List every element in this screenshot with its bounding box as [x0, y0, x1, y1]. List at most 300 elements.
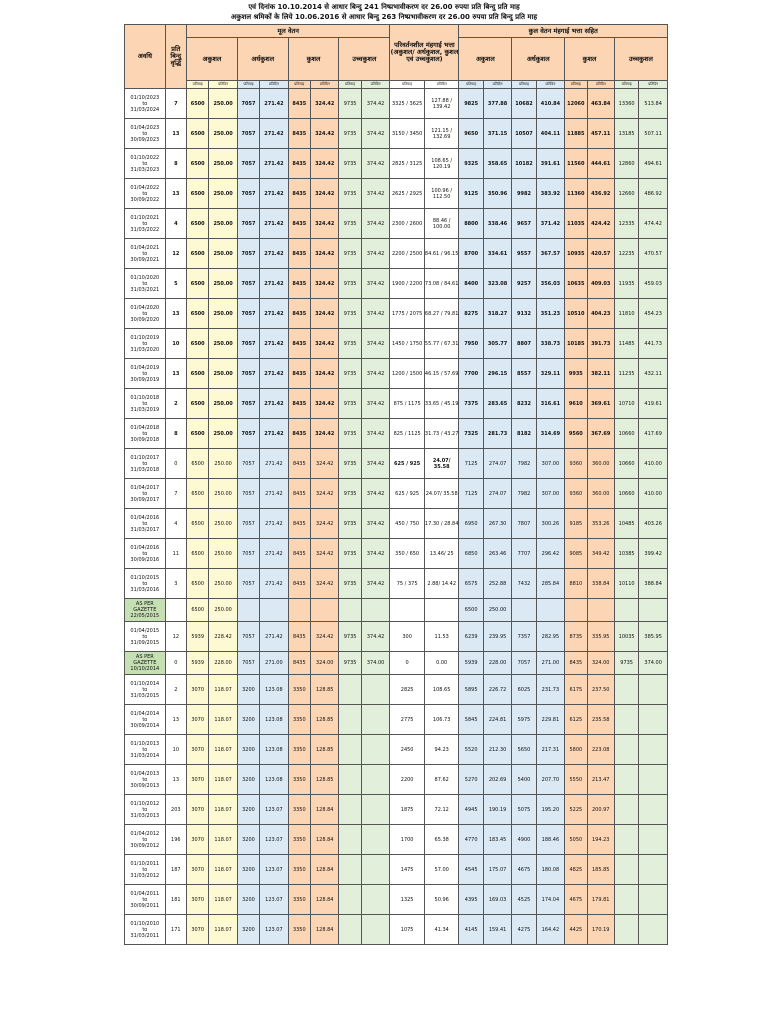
value-cell: 825 / 1125 [390, 419, 425, 449]
value-cell: 334.61 [483, 239, 511, 269]
value-cell: 1700 [390, 825, 425, 855]
value-cell: 350 / 650 [390, 539, 425, 569]
value-cell: 2775 [390, 705, 425, 735]
value-cell: 190.19 [483, 795, 511, 825]
value-cell: 1325 [390, 885, 425, 915]
value-cell: 6575 [459, 569, 483, 599]
point-rise-cell: 13 [165, 765, 186, 795]
value-cell: 7950 [459, 329, 483, 359]
value-cell: 420.57 [587, 239, 614, 269]
period-line: 31/03/2012 [130, 872, 160, 879]
value-cell: 7057 [237, 179, 259, 209]
basic-unskilled-header: अकुशल [187, 38, 238, 81]
value-cell: 324.42 [310, 449, 338, 479]
value-cell: 353.26 [587, 509, 614, 539]
value-cell: 377.88 [483, 89, 511, 119]
value-cell: 3350 [288, 675, 310, 705]
value-cell [536, 599, 564, 622]
value-cell: 7125 [459, 479, 483, 509]
value-cell: 5075 [512, 795, 536, 825]
point-rise-cell: 12 [165, 622, 186, 652]
value-cell [614, 915, 638, 945]
value-cell: 10110 [614, 569, 638, 599]
value-cell: 118.07 [209, 855, 237, 885]
value-cell: 4945 [459, 795, 483, 825]
period-line: 01/04/2016 [130, 514, 160, 521]
period-line: 10/10/2014 [130, 666, 160, 672]
value-cell [339, 855, 361, 885]
value-cell: 374.42 [361, 329, 390, 359]
value-cell: 3070 [187, 705, 209, 735]
period-cell [125, 389, 166, 419]
period-line: to [142, 160, 148, 167]
period-cell [125, 449, 166, 479]
value-cell: 118.07 [209, 915, 237, 945]
value-cell [614, 599, 638, 622]
value-cell: 271.42 [260, 569, 288, 599]
value-cell: 7982 [512, 449, 536, 479]
value-cell: 285.84 [536, 569, 564, 599]
value-cell: 57.00 [424, 855, 459, 885]
period-line: to [142, 220, 148, 227]
value-cell: 12060 [565, 89, 587, 119]
period-line: 31/03/2020 [130, 346, 160, 353]
value-cell: 8435 [288, 389, 310, 419]
value-cell: 9735 [614, 652, 638, 675]
period-cell [125, 569, 166, 599]
per-day-label: प्रतिदिन [260, 81, 288, 89]
value-cell: 6500 [187, 359, 209, 389]
period-line: 01/10/2014 [130, 680, 160, 687]
period-cell [125, 509, 166, 539]
wage-table [124, 24, 668, 945]
point-rise-cell: 8 [165, 149, 186, 179]
value-cell: 383.92 [536, 179, 564, 209]
value-cell: 159.41 [483, 915, 511, 945]
value-cell: 13185 [614, 119, 638, 149]
value-cell: 324.42 [310, 119, 338, 149]
value-cell: 385.95 [639, 622, 668, 652]
period-line: 01/10/2020 [130, 274, 160, 281]
value-cell [361, 765, 390, 795]
value-cell: 436.92 [587, 179, 614, 209]
period-line: 22/05/2015 [130, 613, 160, 619]
value-cell: 9735 [339, 449, 361, 479]
value-cell: 374.42 [361, 299, 390, 329]
value-cell: 374.42 [361, 359, 390, 389]
value-cell: 123.07 [260, 915, 288, 945]
value-cell: 374.42 [361, 269, 390, 299]
value-cell: 9360 [565, 449, 587, 479]
value-cell: 128.84 [310, 885, 338, 915]
table-row [125, 89, 668, 119]
value-cell [587, 599, 614, 622]
value-cell: 100.96 / 112.50 [424, 179, 459, 209]
period-line: to [142, 926, 148, 933]
value-cell: 5975 [512, 705, 536, 735]
total-unskilled-header: अकुशल [459, 38, 512, 81]
period-line: to [142, 580, 148, 587]
value-cell: 410.00 [639, 479, 668, 509]
value-cell: 271.42 [260, 329, 288, 359]
value-cell: 9132 [512, 299, 536, 329]
value-cell: 4145 [459, 915, 483, 945]
value-cell: 367.69 [587, 419, 614, 449]
value-cell: 250.00 [209, 599, 237, 622]
value-cell: 12660 [614, 179, 638, 209]
table-row [125, 389, 668, 419]
period-line: 31/03/2014 [130, 752, 160, 759]
period-line: GAZETTE [133, 607, 157, 613]
value-cell [361, 885, 390, 915]
value-cell: 9935 [565, 359, 587, 389]
value-cell: 450 / 750 [390, 509, 425, 539]
period-line: to [142, 400, 148, 407]
value-cell: 271.42 [260, 509, 288, 539]
table-row [125, 599, 668, 622]
value-cell: 3350 [288, 735, 310, 765]
per-month-label: प्रतिमाह [390, 81, 425, 89]
value-cell: 250.00 [209, 239, 237, 269]
period-header: अवधि [125, 25, 166, 89]
value-cell: 8435 [288, 652, 310, 675]
period-line: 01/10/2010 [130, 920, 160, 927]
table-row [125, 735, 668, 765]
value-cell: 8435 [288, 119, 310, 149]
value-cell [339, 599, 361, 622]
period-line: to [142, 686, 148, 693]
period-line: 31/03/2015 [130, 692, 160, 699]
period-cell [125, 675, 166, 705]
value-cell: 1475 [390, 855, 425, 885]
period-line: to [142, 250, 148, 257]
value-cell: 8435 [288, 479, 310, 509]
value-cell: 324.42 [310, 329, 338, 359]
value-cell: 10635 [565, 269, 587, 299]
table-row [125, 509, 668, 539]
period-line: 31/03/2023 [130, 166, 160, 173]
value-cell: 5400 [512, 765, 536, 795]
table-row [125, 479, 668, 509]
value-cell: 3200 [237, 855, 259, 885]
per-month-label: प्रतिमाह [512, 81, 536, 89]
table-row [125, 675, 668, 705]
point-rise-cell: 2 [165, 389, 186, 419]
period-line: to [142, 340, 148, 347]
period-line: 01/04/2020 [130, 304, 160, 311]
value-cell: 2200 [390, 765, 425, 795]
period-line: 01/10/2021 [130, 214, 160, 221]
value-cell [237, 599, 259, 622]
value-cell: 8435 [288, 269, 310, 299]
value-cell: 404.23 [587, 299, 614, 329]
value-cell: 324.42 [310, 479, 338, 509]
value-cell: 128.85 [310, 735, 338, 765]
value-cell: 5939 [459, 652, 483, 675]
period-line: to [142, 100, 148, 107]
value-cell: 374.42 [361, 89, 390, 119]
value-cell: 2450 [390, 735, 425, 765]
value-cell [424, 599, 459, 622]
table-body [125, 89, 668, 945]
period-line: 31/03/2011 [130, 932, 160, 939]
value-cell: 8400 [459, 269, 483, 299]
value-cell: 470.57 [639, 239, 668, 269]
value-cell: 391.73 [587, 329, 614, 359]
per-day-label: प्रतिदिन [209, 81, 237, 89]
period-line: 31/03/2017 [130, 526, 160, 533]
value-cell: 7057 [237, 269, 259, 299]
value-cell: 250.00 [209, 569, 237, 599]
value-cell: 250.00 [209, 449, 237, 479]
period-cell [125, 479, 166, 509]
point-rise-cell: 13 [165, 705, 186, 735]
value-cell: 118.07 [209, 735, 237, 765]
value-cell: 8557 [512, 359, 536, 389]
period-line: to [142, 490, 148, 497]
value-cell [639, 765, 668, 795]
period-cell [125, 622, 166, 652]
value-cell: 224.81 [483, 705, 511, 735]
value-cell: 169.03 [483, 885, 511, 915]
value-cell: 296.15 [483, 359, 511, 389]
value-cell: 6500 [187, 569, 209, 599]
value-cell: 9982 [512, 179, 536, 209]
value-cell: 3200 [237, 825, 259, 855]
value-cell: 3325 / 3625 [390, 89, 425, 119]
value-cell: 250.00 [209, 269, 237, 299]
value-cell: 0.00 [424, 652, 459, 675]
period-cell [125, 119, 166, 149]
period-line: to [142, 806, 148, 813]
value-cell: 1900 / 2200 [390, 269, 425, 299]
value-cell: 106.73 [424, 705, 459, 735]
value-cell: 324.42 [310, 569, 338, 599]
basic-semiskilled-header: अर्धकुशल [237, 38, 288, 81]
variable-da-header: परिवर्तनशील मंहगाई भत्ता (अकुशल/ अर्धकुशल, कुशल एवं उच्चकुशल) [390, 25, 459, 81]
value-cell: 179.81 [587, 885, 614, 915]
value-cell: 271.42 [260, 419, 288, 449]
value-cell: 324.42 [310, 89, 338, 119]
value-cell: 180.08 [536, 855, 564, 885]
value-cell: 9735 [339, 119, 361, 149]
value-cell: 118.07 [209, 795, 237, 825]
value-cell: 6500 [187, 299, 209, 329]
period-line: GAZETTE [133, 660, 157, 666]
period-line: to [142, 310, 148, 317]
period-line: 01/10/2017 [130, 454, 160, 461]
point-rise-cell [165, 599, 186, 622]
value-cell: 875 / 1175 [390, 389, 425, 419]
per-day-label: प्रतिदिन [361, 81, 390, 89]
value-cell: 271.42 [260, 119, 288, 149]
value-cell [614, 885, 638, 915]
value-cell: 235.58 [587, 705, 614, 735]
value-cell: 9735 [339, 329, 361, 359]
point-rise-cell: 13 [165, 359, 186, 389]
value-cell: 5650 [512, 735, 536, 765]
value-cell: 8700 [459, 239, 483, 269]
header-line-2: अकुशल श्रमिकों के लिये 10.06.2016 से आधार बिन्दु 263 निष्प्रभावीकरण दर 26.00 रुपया प्रति बिन्दु प्रति माह [230, 13, 538, 21]
value-cell: 75 / 375 [390, 569, 425, 599]
value-cell: 7057 [237, 419, 259, 449]
value-cell: 4545 [459, 855, 483, 885]
value-cell: 123.07 [260, 795, 288, 825]
value-cell: 9735 [339, 89, 361, 119]
value-cell: 6500 [187, 209, 209, 239]
value-cell: 128.84 [310, 855, 338, 885]
value-cell: 3070 [187, 675, 209, 705]
value-cell: 123.08 [260, 705, 288, 735]
value-cell: 11810 [614, 299, 638, 329]
point-rise-cell: 8 [165, 419, 186, 449]
value-cell: 10185 [565, 329, 587, 359]
period-line: 31/03/2022 [130, 226, 160, 233]
value-cell: 403.26 [639, 509, 668, 539]
value-cell: 228.00 [483, 652, 511, 675]
header-line-1: एवं दिनांक 10.10.2014 से आधार बिन्दु 241 निष्प्रभावीकरण दर 26.00 रुपया प्रति बिन्दु प्रति माह [248, 3, 520, 11]
period-line: 31/03/2013 [130, 812, 160, 819]
value-cell: 3350 [288, 765, 310, 795]
value-cell: 374.42 [361, 569, 390, 599]
value-cell: 108.65 [424, 675, 459, 705]
value-cell: 6500 [187, 539, 209, 569]
value-cell: 271.42 [260, 89, 288, 119]
value-cell: 7325 [459, 419, 483, 449]
value-cell: 8435 [288, 569, 310, 599]
value-cell: 250.00 [209, 209, 237, 239]
value-cell: 8435 [288, 299, 310, 329]
value-cell: 9125 [459, 179, 483, 209]
value-cell: 318.27 [483, 299, 511, 329]
value-cell: 11235 [614, 359, 638, 389]
value-cell: 24.07/ 35.58 [424, 449, 459, 479]
value-cell: 250.00 [209, 149, 237, 179]
value-cell [639, 915, 668, 945]
value-cell: 3200 [237, 915, 259, 945]
basic-pay-header: मूल वेतन [187, 25, 390, 38]
table-row [125, 539, 668, 569]
value-cell: 271.42 [260, 479, 288, 509]
period-line: to [142, 896, 148, 903]
value-cell: 283.65 [483, 389, 511, 419]
period-line: 30/09/2021 [130, 256, 160, 263]
table-row [125, 765, 668, 795]
value-cell: 271.42 [260, 622, 288, 652]
value-cell: 46.15 / 57.69 [424, 359, 459, 389]
value-cell [614, 765, 638, 795]
value-cell: 170.19 [587, 915, 614, 945]
value-cell: 123.07 [260, 825, 288, 855]
value-cell: 188.46 [536, 825, 564, 855]
value-cell: 239.95 [483, 622, 511, 652]
value-cell: 9735 [339, 539, 361, 569]
value-cell: 228.42 [209, 622, 237, 652]
value-cell: 9735 [339, 239, 361, 269]
value-cell: 223.08 [587, 735, 614, 765]
value-cell: 11560 [565, 149, 587, 179]
value-cell: 12335 [614, 209, 638, 239]
value-cell: 11935 [614, 269, 638, 299]
value-cell: 128.85 [310, 675, 338, 705]
period-line: 01/10/2018 [130, 394, 160, 401]
value-cell: 3200 [237, 675, 259, 705]
value-cell: 237.50 [587, 675, 614, 705]
value-cell: 9735 [339, 622, 361, 652]
value-cell [639, 675, 668, 705]
value-cell: 271.42 [260, 209, 288, 239]
value-cell: 250.00 [483, 599, 511, 622]
period-cell [125, 915, 166, 945]
value-cell: 410.84 [536, 89, 564, 119]
value-cell: 4395 [459, 885, 483, 915]
value-cell: 10682 [512, 89, 536, 119]
per-month-label: प्रतिमाह [339, 81, 361, 89]
value-cell: 1875 [390, 795, 425, 825]
value-cell: 7700 [459, 359, 483, 389]
value-cell [614, 675, 638, 705]
period-line: 01/04/2018 [130, 424, 160, 431]
value-cell: 324.42 [310, 359, 338, 389]
value-cell: 6500 [187, 419, 209, 449]
value-cell: 3350 [288, 885, 310, 915]
value-cell: 8435 [288, 239, 310, 269]
value-cell: 68.27 / 79.81 [424, 299, 459, 329]
period-line: AS PER [135, 601, 154, 607]
value-cell: 374.42 [361, 449, 390, 479]
value-cell: 128.84 [310, 795, 338, 825]
period-cell [125, 825, 166, 855]
period-line: to [142, 633, 148, 640]
value-cell: 1450 / 1750 [390, 329, 425, 359]
period-line: 31/09/2015 [130, 639, 160, 646]
value-cell: 8807 [512, 329, 536, 359]
value-cell: 7357 [512, 622, 536, 652]
value-cell: 324.00 [310, 652, 338, 675]
value-cell: 9825 [459, 89, 483, 119]
period-cell [125, 239, 166, 269]
value-cell: 367.57 [536, 239, 564, 269]
value-cell: 374.42 [361, 179, 390, 209]
period-line: 01/10/2022 [130, 154, 160, 161]
value-cell: 7057 [237, 239, 259, 269]
value-cell [339, 675, 361, 705]
value-cell: 314.69 [536, 419, 564, 449]
period-line: 01/04/2013 [130, 770, 160, 777]
value-cell: 11035 [565, 209, 587, 239]
value-cell: 7057 [237, 652, 259, 675]
value-cell: 324.42 [310, 209, 338, 239]
point-rise-cell: 13 [165, 299, 186, 329]
value-cell: 9735 [339, 652, 361, 675]
period-cell [125, 855, 166, 885]
value-cell: 10660 [614, 479, 638, 509]
table-row [125, 329, 668, 359]
value-cell: 9735 [339, 359, 361, 389]
value-cell: 9325 [459, 149, 483, 179]
period-line: 01/10/2012 [130, 800, 160, 807]
period-cell [125, 539, 166, 569]
value-cell [639, 825, 668, 855]
value-cell: 3350 [288, 795, 310, 825]
value-cell: 486.92 [639, 179, 668, 209]
value-cell: 8435 [288, 359, 310, 389]
value-cell: 274.07 [483, 479, 511, 509]
value-cell: 6500 [459, 599, 483, 622]
value-cell: 457.11 [587, 119, 614, 149]
value-cell: 250.00 [209, 539, 237, 569]
value-cell: 0 [390, 652, 425, 675]
